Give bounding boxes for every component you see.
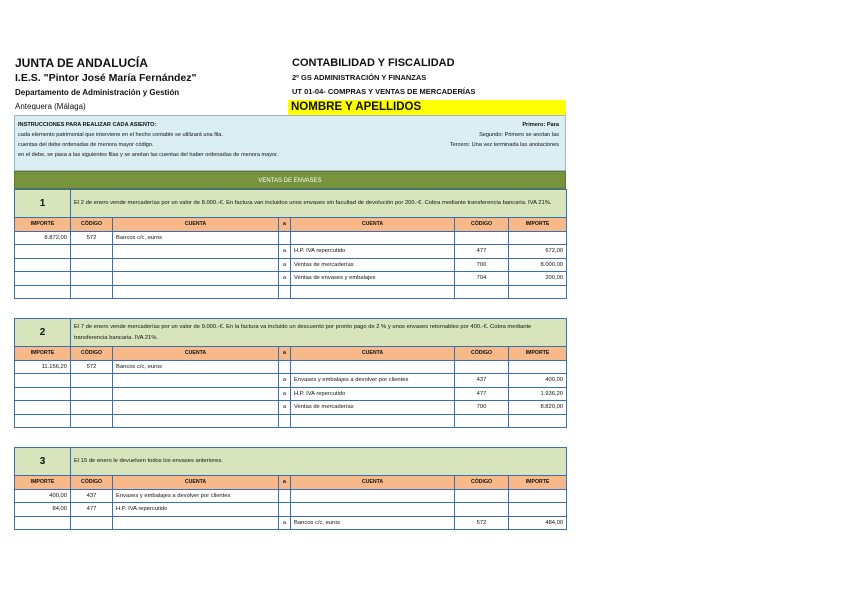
cell-importe[interactable]: 400,00 [15, 489, 71, 503]
instructions-line-2: cuentas del debe ordenadas de menora mayor código. [18, 142, 154, 148]
header-unidad: UT 01-04- COMPRAS Y VENTAS DE MERCADERÍAS [292, 87, 476, 96]
instructions-tercero: Tercero: Una vez terminada las anotaciones [449, 142, 559, 148]
col-header-cuenta: CUENTA [113, 347, 279, 361]
instructions-primero: Primero: Para [522, 122, 559, 128]
col-header-importe: IMPORTE [15, 218, 71, 232]
cell-cuenta2[interactable]: Ventas de mercaderías [291, 258, 455, 272]
cell-cuenta2[interactable] [291, 414, 455, 428]
exercise-table-3 [14, 447, 567, 530]
cell-codigo[interactable] [71, 414, 113, 428]
col-header-codigo2: CÓDIGO [455, 476, 509, 490]
journal-row [15, 414, 567, 428]
col-header-importe2: IMPORTE [509, 347, 567, 361]
exercise-statement: El 15 de enero le devuelven todos los envases anteriores. [71, 448, 567, 476]
column-header-row [15, 476, 567, 490]
journal-row [15, 258, 567, 272]
cell-codigo2[interactable]: 572 [455, 516, 509, 530]
exercise-number: 3 [15, 448, 71, 476]
cell-codigo2[interactable] [455, 360, 509, 374]
instructions-line-3: en el debe, se pasa a las siguientes filas y se anotan las cuentas del haber ordenadas de menora mayor. [18, 152, 279, 158]
col-header-codigo2: CÓDIGO [455, 218, 509, 232]
exercise-statement-row [15, 448, 567, 476]
cell-codigo[interactable] [71, 401, 113, 415]
col-header-importe2: IMPORTE [509, 218, 567, 232]
cell-a[interactable]: a [279, 401, 291, 415]
cell-cuenta2[interactable]: Bancos c/c, euros [291, 516, 455, 530]
cell-a[interactable]: a [279, 272, 291, 286]
exercise-statement-row [15, 190, 567, 218]
cell-cuenta2[interactable] [291, 503, 455, 517]
cell-importe[interactable]: 84,00 [15, 503, 71, 517]
cell-importe2[interactable]: 672,00 [509, 245, 567, 259]
cell-a[interactable] [279, 414, 291, 428]
col-header-cuenta2: CUENTA [291, 347, 455, 361]
cell-codigo2[interactable] [455, 285, 509, 299]
cell-importe2[interactable] [509, 489, 567, 503]
exercise-table-2 [14, 318, 567, 428]
cell-importe2[interactable]: 8.000,00 [509, 258, 567, 272]
cell-a[interactable] [279, 285, 291, 299]
journal-row [15, 374, 567, 388]
cell-importe[interactable] [15, 374, 71, 388]
cell-importe2[interactable]: 8.820,00 [509, 401, 567, 415]
instructions-box [14, 115, 566, 171]
cell-cuenta[interactable] [113, 285, 279, 299]
cell-importe2[interactable] [509, 414, 567, 428]
cell-importe[interactable]: 8.872,00 [15, 231, 71, 245]
journal-row [15, 360, 567, 374]
cell-codigo2[interactable]: 477 [455, 387, 509, 401]
cell-importe[interactable] [15, 258, 71, 272]
cell-codigo2[interactable] [455, 503, 509, 517]
cell-codigo[interactable]: 572 [71, 231, 113, 245]
journal-row [15, 503, 567, 517]
journal-row [15, 489, 567, 503]
journal-row [15, 516, 567, 530]
col-header-a: a [279, 476, 291, 490]
section-title: VENTAS DE ENVASES [14, 171, 566, 189]
cell-importe[interactable] [15, 516, 71, 530]
cell-importe2[interactable]: 200,00 [509, 272, 567, 286]
cell-cuenta[interactable]: Envases y embalajes a devolver por clientes [113, 489, 279, 503]
cell-a[interactable]: a [279, 516, 291, 530]
cell-importe2[interactable] [509, 503, 567, 517]
cell-cuenta[interactable] [113, 387, 279, 401]
journal-row [15, 401, 567, 415]
exercise-statement: El 7 de enero vende mercaderías por un valor de 9.000.-€. En la factura va incluido un descuento por pronto pago de 2 % y unos envases retornables por 400.-€. Cobra mediante transferencia bancaria. IVA 21%. [71, 319, 567, 347]
cell-a[interactable]: a [279, 387, 291, 401]
cell-cuenta2[interactable] [291, 285, 455, 299]
cell-cuenta2[interactable] [291, 360, 455, 374]
cell-a[interactable] [279, 489, 291, 503]
header-ciudad: Antequera (Málaga) [15, 102, 86, 111]
cell-a[interactable] [279, 503, 291, 517]
journal-row [15, 285, 567, 299]
cell-cuenta[interactable]: Bancos c/c, euros [113, 360, 279, 374]
cell-cuenta2[interactable] [291, 231, 455, 245]
journal-row [15, 272, 567, 286]
journal-row [15, 245, 567, 259]
cell-importe2[interactable] [509, 360, 567, 374]
cell-a[interactable]: a [279, 245, 291, 259]
cell-codigo[interactable] [71, 285, 113, 299]
instructions-line-1: cada elemento patrimonial que interviene en el hecho contable se utilizará una fila. [18, 132, 223, 138]
instructions-segundo: Segundo: Primero se anotan las [479, 132, 559, 138]
cell-importe[interactable] [15, 285, 71, 299]
cell-codigo2[interactable] [455, 414, 509, 428]
col-header-cuenta2: CUENTA [291, 218, 455, 232]
cell-importe[interactable] [15, 245, 71, 259]
cell-codigo[interactable] [71, 258, 113, 272]
cell-codigo[interactable] [71, 374, 113, 388]
cell-importe[interactable] [15, 414, 71, 428]
header-ciclo: 2º GS ADMINISTRACIÓN Y FINANZAS [292, 73, 427, 82]
journal-row [15, 231, 567, 245]
col-header-a: a [279, 218, 291, 232]
col-header-cuenta: CUENTA [113, 218, 279, 232]
header-junta: JUNTA DE ANDALUCÍA [15, 56, 148, 70]
header-ies: I.E.S. "Pintor José María Fernández" [15, 72, 197, 84]
cell-codigo[interactable] [71, 245, 113, 259]
journal-row [15, 387, 567, 401]
cell-a[interactable] [279, 231, 291, 245]
cell-codigo[interactable] [71, 387, 113, 401]
header-asignatura: CONTABILIDAD Y FISCALIDAD [292, 57, 455, 69]
student-name-field[interactable]: NOMBRE Y APELLIDOS [288, 100, 566, 115]
cell-codigo2[interactable]: 437 [455, 374, 509, 388]
cell-cuenta2[interactable]: Envases y embalajes a devolver por clientes [291, 374, 455, 388]
exercise-statement: El 2 de enero vende mercaderías por un valor de 8.000.-€. En factura van incluidos unos envases sin facultad de devolución por 200.-€. Cobra mediante transferencia bancaria. IVA 21%. [71, 190, 567, 218]
cell-codigo[interactable]: 572 [71, 360, 113, 374]
col-header-codigo: CÓDIGO [71, 347, 113, 361]
cell-codigo2[interactable]: 477 [455, 245, 509, 259]
exercise-number: 2 [15, 319, 71, 347]
cell-codigo[interactable]: 437 [71, 489, 113, 503]
cell-cuenta2[interactable]: H.P. IVA repercutido [291, 387, 455, 401]
instructions-title: INSTRUCCIONES PARA REALIZAR CADA ASIENTO: [18, 122, 157, 128]
col-header-codigo2: CÓDIGO [455, 347, 509, 361]
cell-cuenta2[interactable] [291, 489, 455, 503]
exercise-statement-row [15, 319, 567, 347]
cell-importe2[interactable] [509, 285, 567, 299]
cell-cuenta[interactable] [113, 374, 279, 388]
cell-importe2[interactable]: 484,00 [509, 516, 567, 530]
cell-cuenta2[interactable]: Ventas de envases y embalajes [291, 272, 455, 286]
col-header-importe: IMPORTE [15, 476, 71, 490]
cell-cuenta[interactable]: H.P. IVA repercutido [113, 503, 279, 517]
cell-codigo2[interactable]: 704 [455, 272, 509, 286]
header-departamento: Departamento de Administración y Gestión [15, 88, 180, 97]
cell-cuenta[interactable] [113, 245, 279, 259]
cell-importe2[interactable]: 400,00 [509, 374, 567, 388]
cell-codigo[interactable]: 477 [71, 503, 113, 517]
cell-a[interactable]: a [279, 258, 291, 272]
exercise-table-1 [14, 189, 567, 299]
cell-cuenta[interactable] [113, 272, 279, 286]
cell-importe2[interactable] [509, 231, 567, 245]
cell-importe[interactable] [15, 401, 71, 415]
cell-cuenta[interactable] [113, 401, 279, 415]
cell-importe2[interactable]: 1.936,20 [509, 387, 567, 401]
cell-importe[interactable] [15, 272, 71, 286]
column-header-row [15, 218, 567, 232]
col-header-codigo: CÓDIGO [71, 476, 113, 490]
cell-cuenta[interactable]: Bancos c/c, euros [113, 231, 279, 245]
cell-codigo2[interactable]: 700 [455, 258, 509, 272]
exercise-number: 1 [15, 190, 71, 218]
column-header-row [15, 347, 567, 361]
cell-a[interactable]: a [279, 374, 291, 388]
cell-codigo2[interactable] [455, 489, 509, 503]
cell-codigo2[interactable]: 700 [455, 401, 509, 415]
cell-cuenta[interactable] [113, 258, 279, 272]
cell-importe[interactable]: 11.156,20 [15, 360, 71, 374]
cell-cuenta[interactable] [113, 516, 279, 530]
cell-cuenta2[interactable]: H.P. IVA repercutido [291, 245, 455, 259]
cell-importe[interactable] [15, 387, 71, 401]
cell-cuenta[interactable] [113, 414, 279, 428]
cell-a[interactable] [279, 360, 291, 374]
col-header-a: a [279, 347, 291, 361]
col-header-importe2: IMPORTE [509, 476, 567, 490]
col-header-cuenta: CUENTA [113, 476, 279, 490]
cell-codigo2[interactable] [455, 231, 509, 245]
cell-codigo[interactable] [71, 516, 113, 530]
col-header-codigo: CÓDIGO [71, 218, 113, 232]
col-header-importe: IMPORTE [15, 347, 71, 361]
cell-codigo[interactable] [71, 272, 113, 286]
cell-cuenta2[interactable]: Ventas de mercaderías [291, 401, 455, 415]
col-header-cuenta2: CUENTA [291, 476, 455, 490]
